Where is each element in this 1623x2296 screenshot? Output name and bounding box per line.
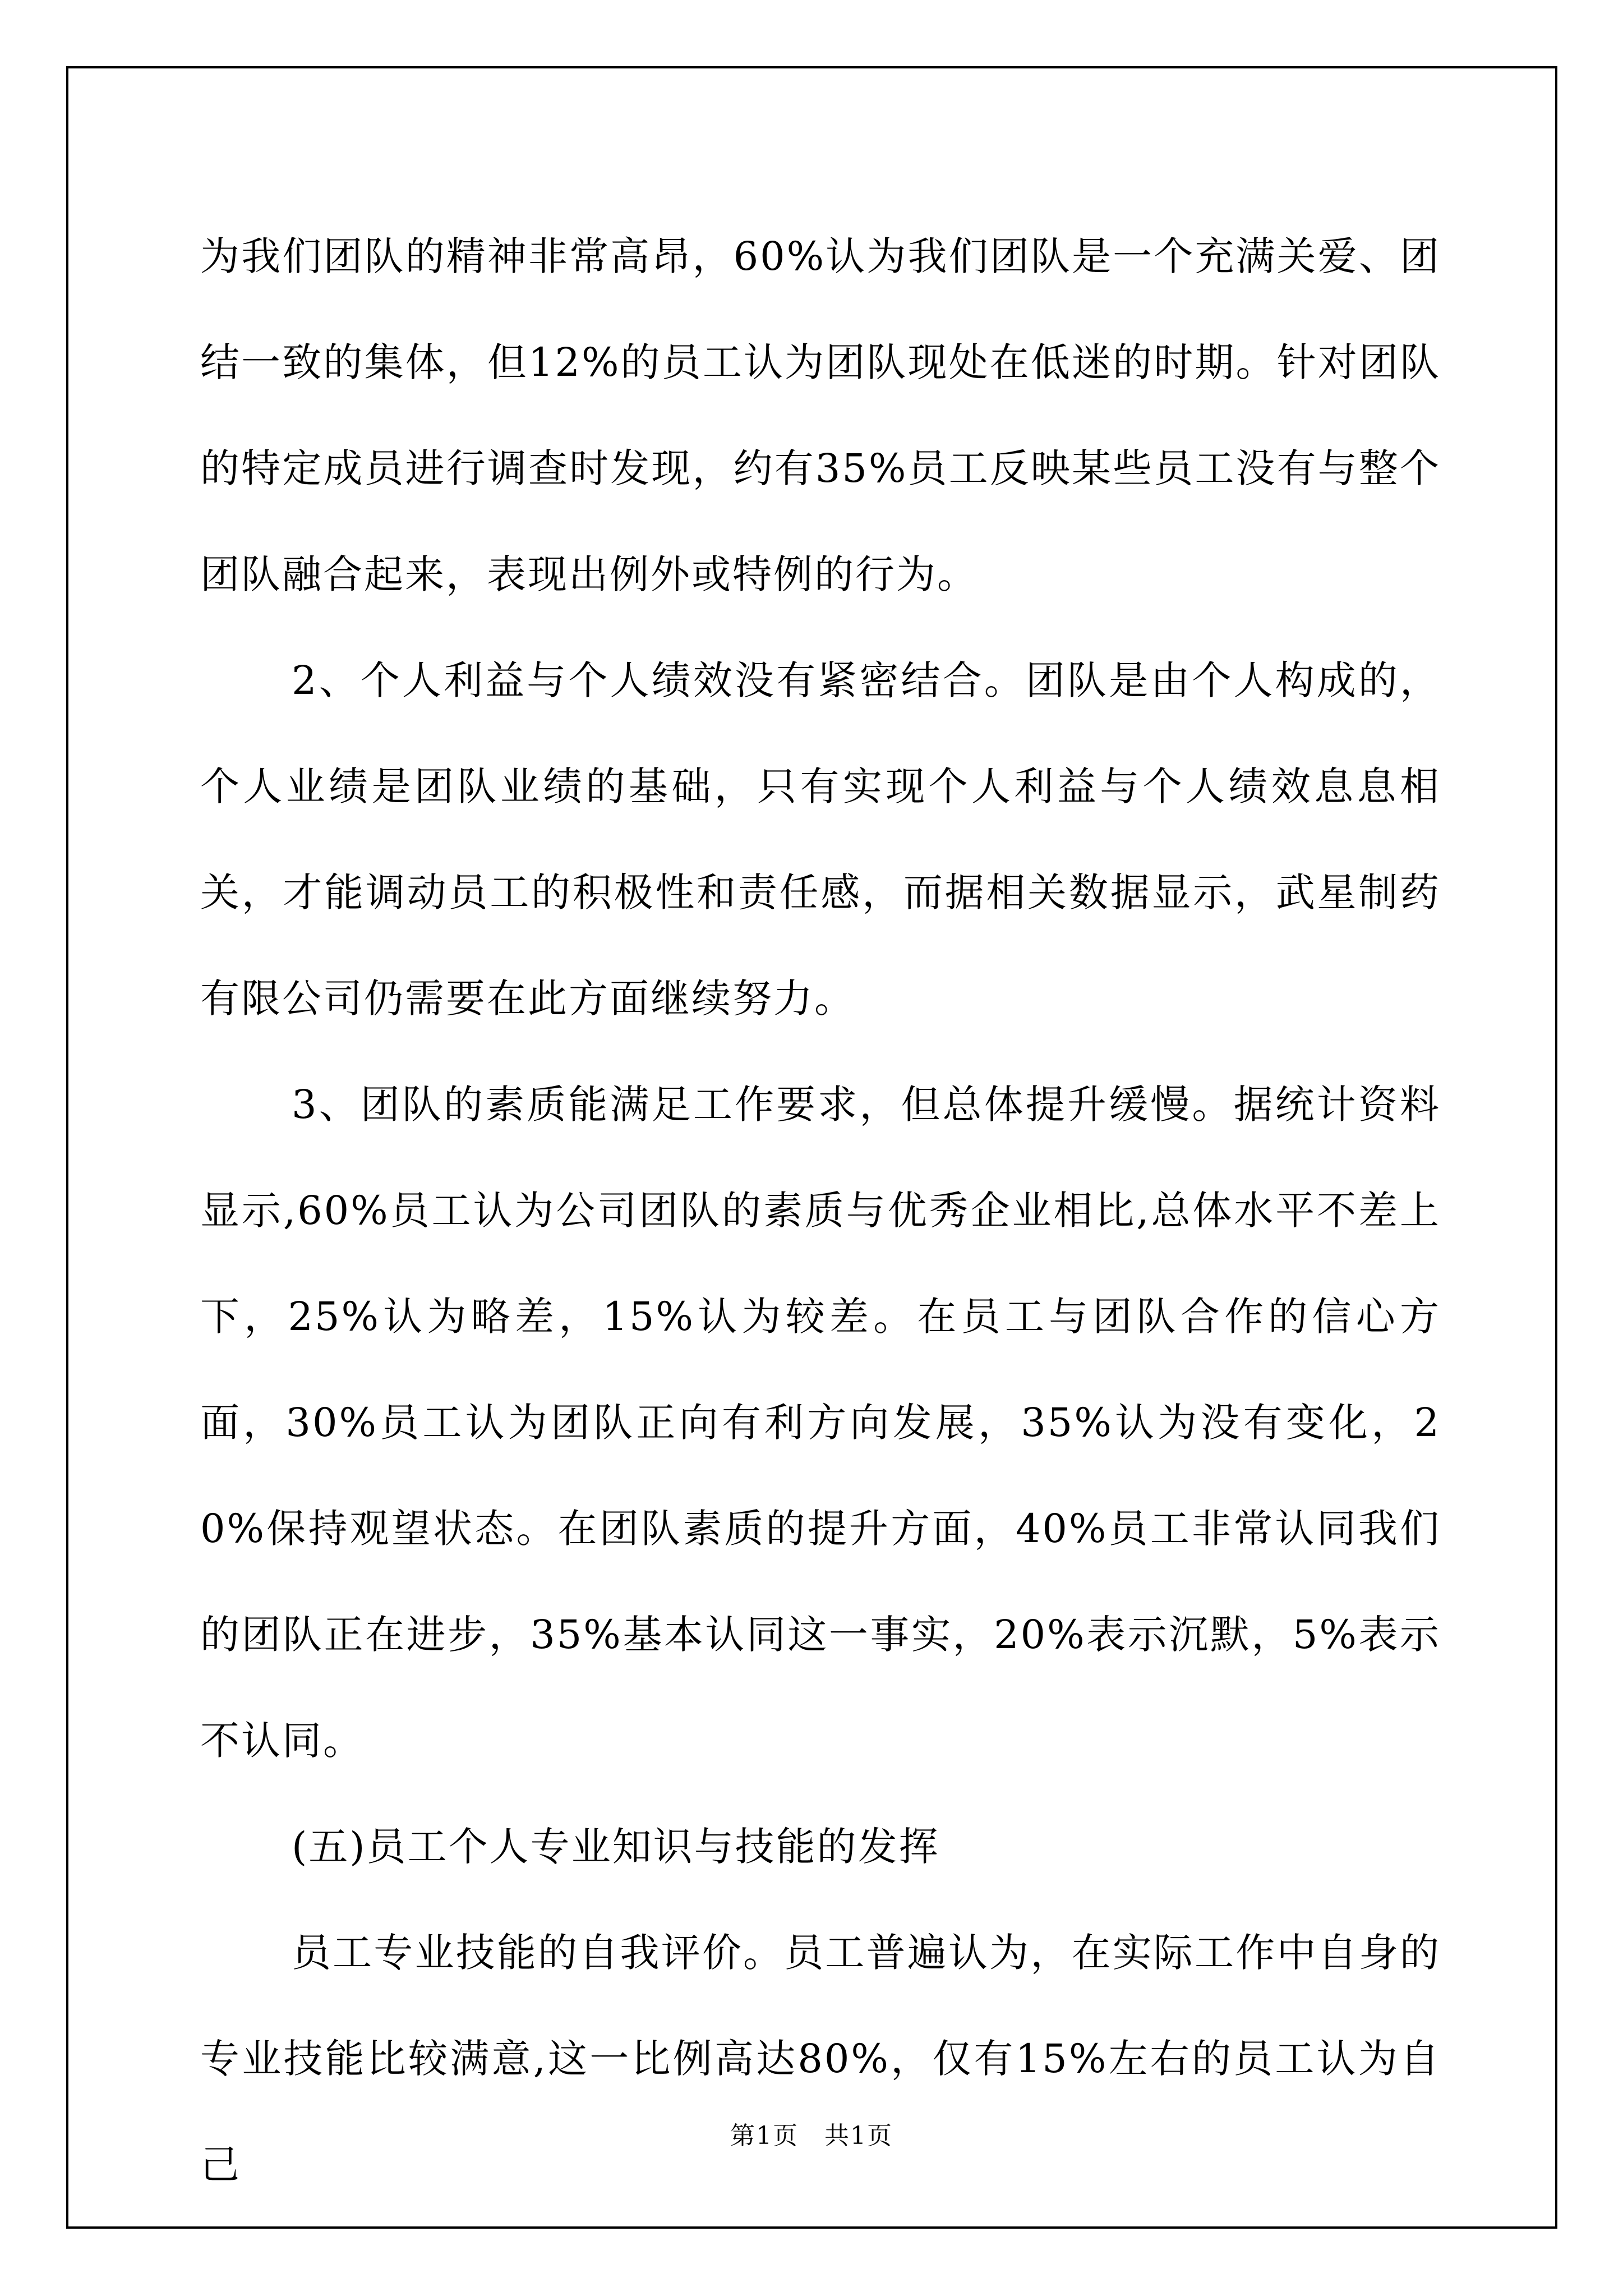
paragraph: 员工专业技能的自我评价。员工普遍认为，在实际工作中自身的专业技能比较满意,这一比例高达80%，仅有15%左右的员工认为自己 (200, 1930, 1441, 2188)
paragraph: 为我们团队的精神非常高昂，60%认为我们团队是一个充满关爱、团结一致的集体，但12%的员工认为团队现处在低迷的时期。针对团队的特定成员进行调查时发现，约有35%员工反映某些员工没有与整个团队融合起来，表现出例外或特例的行为。 (200, 233, 1441, 597)
paragraph: 3、团队的素质能满足工作要求，但总体提升缓慢。据统计资料显示,60%员工认为公司团队的素质与优秀企业相比,总体水平不差上下，25%认为略差，15%认为较差。在员工与团队合作的信心方面，30%员工认为团队正向有利方向发展，35%认为没有变化，20%保持观望状态。在团队素质的提升方面，40%员工非常认同我们的团队正在进步，35%基本认同这一事实，20%表示沉默，5%表示不认同。 (200, 1082, 1441, 1764)
document-body (200, 204, 1441, 2218)
paragraph: 2、个人利益与个人绩效没有紧密结合。团队是由个人构成的，个人业绩是团队业绩的基础，只有实现个人利益与个人绩效息息相关，才能调动员工的积极性和责任感，而据相关数据显示，武星制药有限公司仍需要在此方面继续努力。 (200, 657, 1441, 1022)
paragraph: (五)员工个人专业知识与技能的发挥 (292, 1824, 940, 1870)
page-footer: 第1页 共1页 (730, 2122, 893, 2150)
